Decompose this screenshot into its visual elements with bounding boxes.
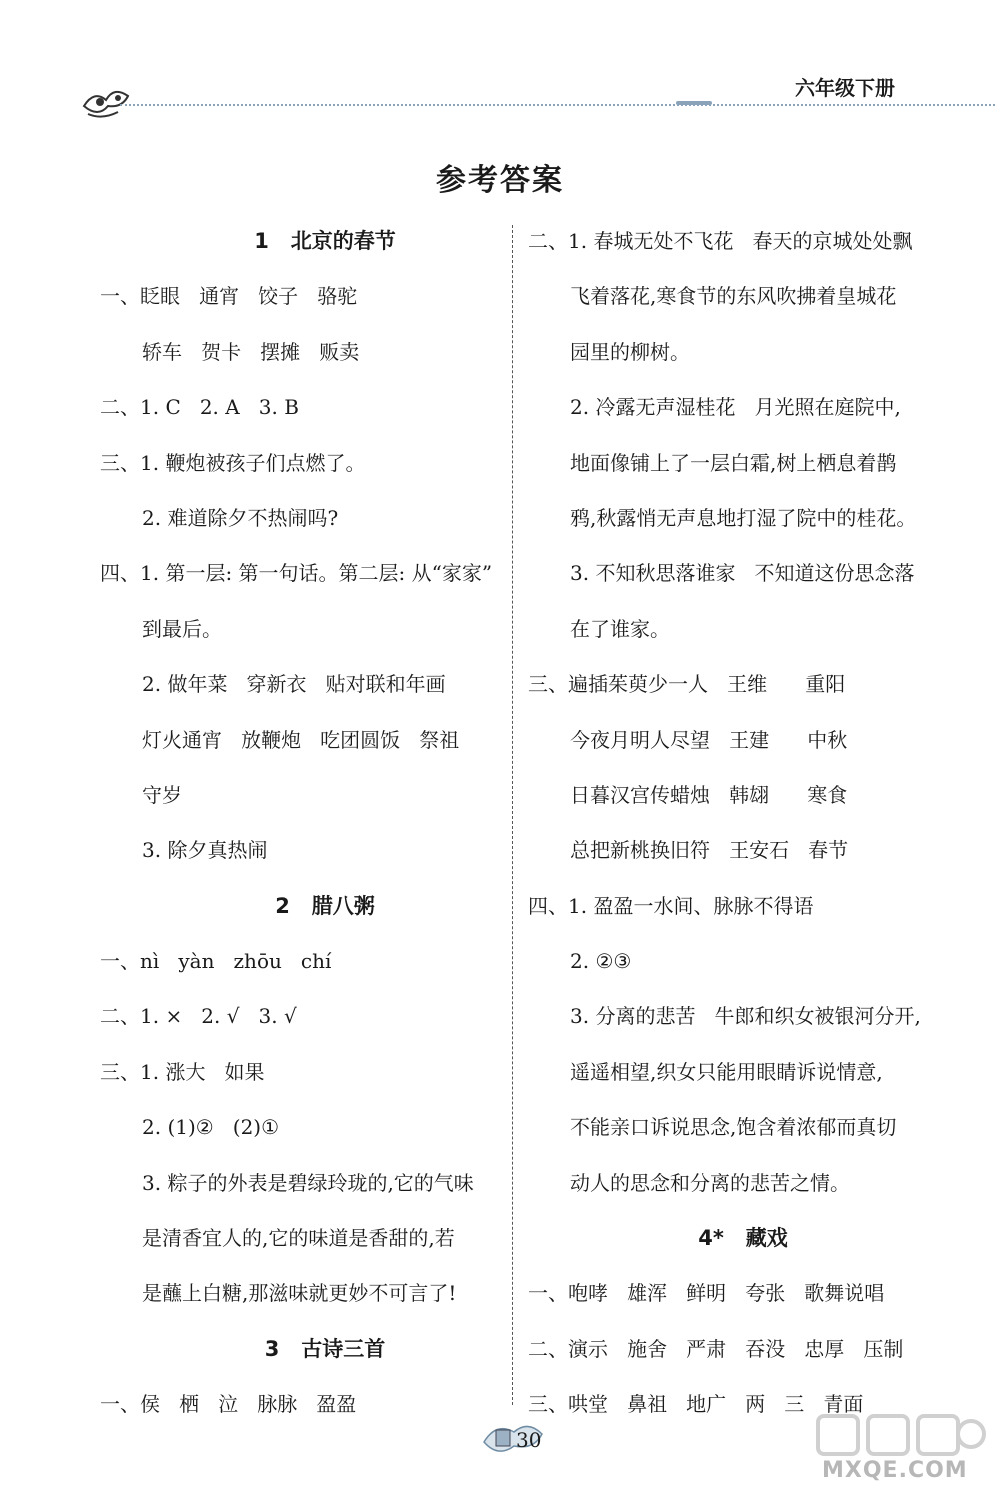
section-heading: 2 腊八粥 <box>275 893 375 918</box>
question-line: 二、1. 春城无处不飞花 春天的京城处处飘 <box>528 229 913 253</box>
answer-line: 守岁 <box>142 782 182 807</box>
answer-line: 飞着落花,寒食节的东风吹拂着皇城花 <box>570 284 897 309</box>
answer-line: 2. ②③ <box>570 949 632 974</box>
answer-line: 鸦,秋露悄无声息地打湿了院中的桂花。 <box>570 505 917 530</box>
question-line: 一、眨眼 通宵 饺子 骆驼 <box>100 284 358 309</box>
answer-line: 2. 难道除夕不热闹吗? <box>142 505 339 530</box>
question-line: 二、演示 施舍 严肃 吞没 忠厚 压制 <box>528 1336 904 1361</box>
answer-line: 遥遥相望,织女只能用眼睛诉说情意, <box>570 1059 883 1084</box>
question-line: 三、哄堂 鼻祖 地广 两 三 青面 <box>528 1392 864 1417</box>
question-line: 二、1. C 2. A 3. B <box>100 395 299 420</box>
left-column <box>100 214 510 1433</box>
answer-line: 今夜月明人尽望 王建 中秋 <box>570 727 848 752</box>
answer-line: 3. 除夕真热闹 <box>142 838 268 863</box>
question-line: 一、nì yàn zhōu chí <box>100 949 332 974</box>
answer-line: 日暮汉宫传蜡烛 韩翃 寒食 <box>570 782 848 807</box>
section-heading: 3 古诗三首 <box>264 1336 386 1361</box>
section-heading: 1 北京的春节 <box>254 229 396 253</box>
question-line: 三、1. 涨大 如果 <box>100 1059 265 1084</box>
section-heading: 4* 藏戏 <box>698 1226 788 1251</box>
answer-line: 2. (1)② (2)① <box>142 1115 280 1140</box>
answer-line: 在了谁家。 <box>570 616 670 641</box>
page-title: 参考答案 <box>436 163 564 198</box>
answer-line: 2. 冷露无声湿桂花 月光照在庭院中, <box>570 395 901 420</box>
column-divider <box>512 225 513 1405</box>
header-rule <box>120 104 995 106</box>
question-line: 二、1. × 2. √ 3. √ <box>100 1004 297 1029</box>
question-line: 四、1. 第一层: 第一句话。第二层: 从“家家” <box>100 561 493 586</box>
answer-line: 2. 做年菜 穿新衣 贴对联和年画 <box>142 672 446 697</box>
answer-line: 灯火通宵 放鞭炮 吃团圆饭 祭祖 <box>142 727 460 752</box>
answer-line: 3. 分离的悲苦 牛郎和织女被银河分开, <box>570 1004 921 1029</box>
header-dash-icon <box>676 100 712 106</box>
answer-line: 3. 粽子的外表是碧绿玲珑的,它的气味 <box>142 1170 474 1195</box>
header-ornament-icon <box>78 80 140 124</box>
answer-line: 园里的柳树。 <box>570 339 690 364</box>
answer-line: 动人的思念和分离的悲苦之情。 <box>570 1170 850 1195</box>
answer-line: 轿车 贺卡 摆摊 贩卖 <box>142 339 360 364</box>
grade-label: 六年级下册 <box>795 76 895 100</box>
question-line: 三、遍插茱萸少一人 王维 重阳 <box>528 672 846 697</box>
question-line: 三、1. 鞭炮被孩子们点燃了。 <box>100 450 366 475</box>
right-column <box>528 214 948 1433</box>
question-line: 四、1. 盈盈一水间、脉脉不得语 <box>528 893 814 918</box>
answer-line: 到最后。 <box>142 616 222 641</box>
answer-line: 是清香宜人的,它的味道是香甜的,若 <box>142 1226 455 1251</box>
answer-line: 3. 不知秋思落谁家 不知道这份思念落 <box>570 561 915 586</box>
question-line: 一、侯 栖 泣 脉脉 盈盈 <box>100 1392 357 1417</box>
answer-line: 不能亲口诉说思念,饱含着浓郁而真切 <box>570 1115 897 1140</box>
answer-line: 地面像铺上了一层白霜,树上栖息着鹊 <box>570 450 897 475</box>
watermark-text: MXQE.COM <box>822 1458 968 1483</box>
answer-line: 总把新桃换旧符 王安石 春节 <box>570 838 849 863</box>
question-line: 一、咆哮 雄浑 鲜明 夸张 歌舞说唱 <box>528 1281 885 1306</box>
answer-line: 是蘸上白糖,那滋味就更妙不可言了! <box>142 1281 457 1306</box>
page-number: 30 <box>516 1428 542 1452</box>
